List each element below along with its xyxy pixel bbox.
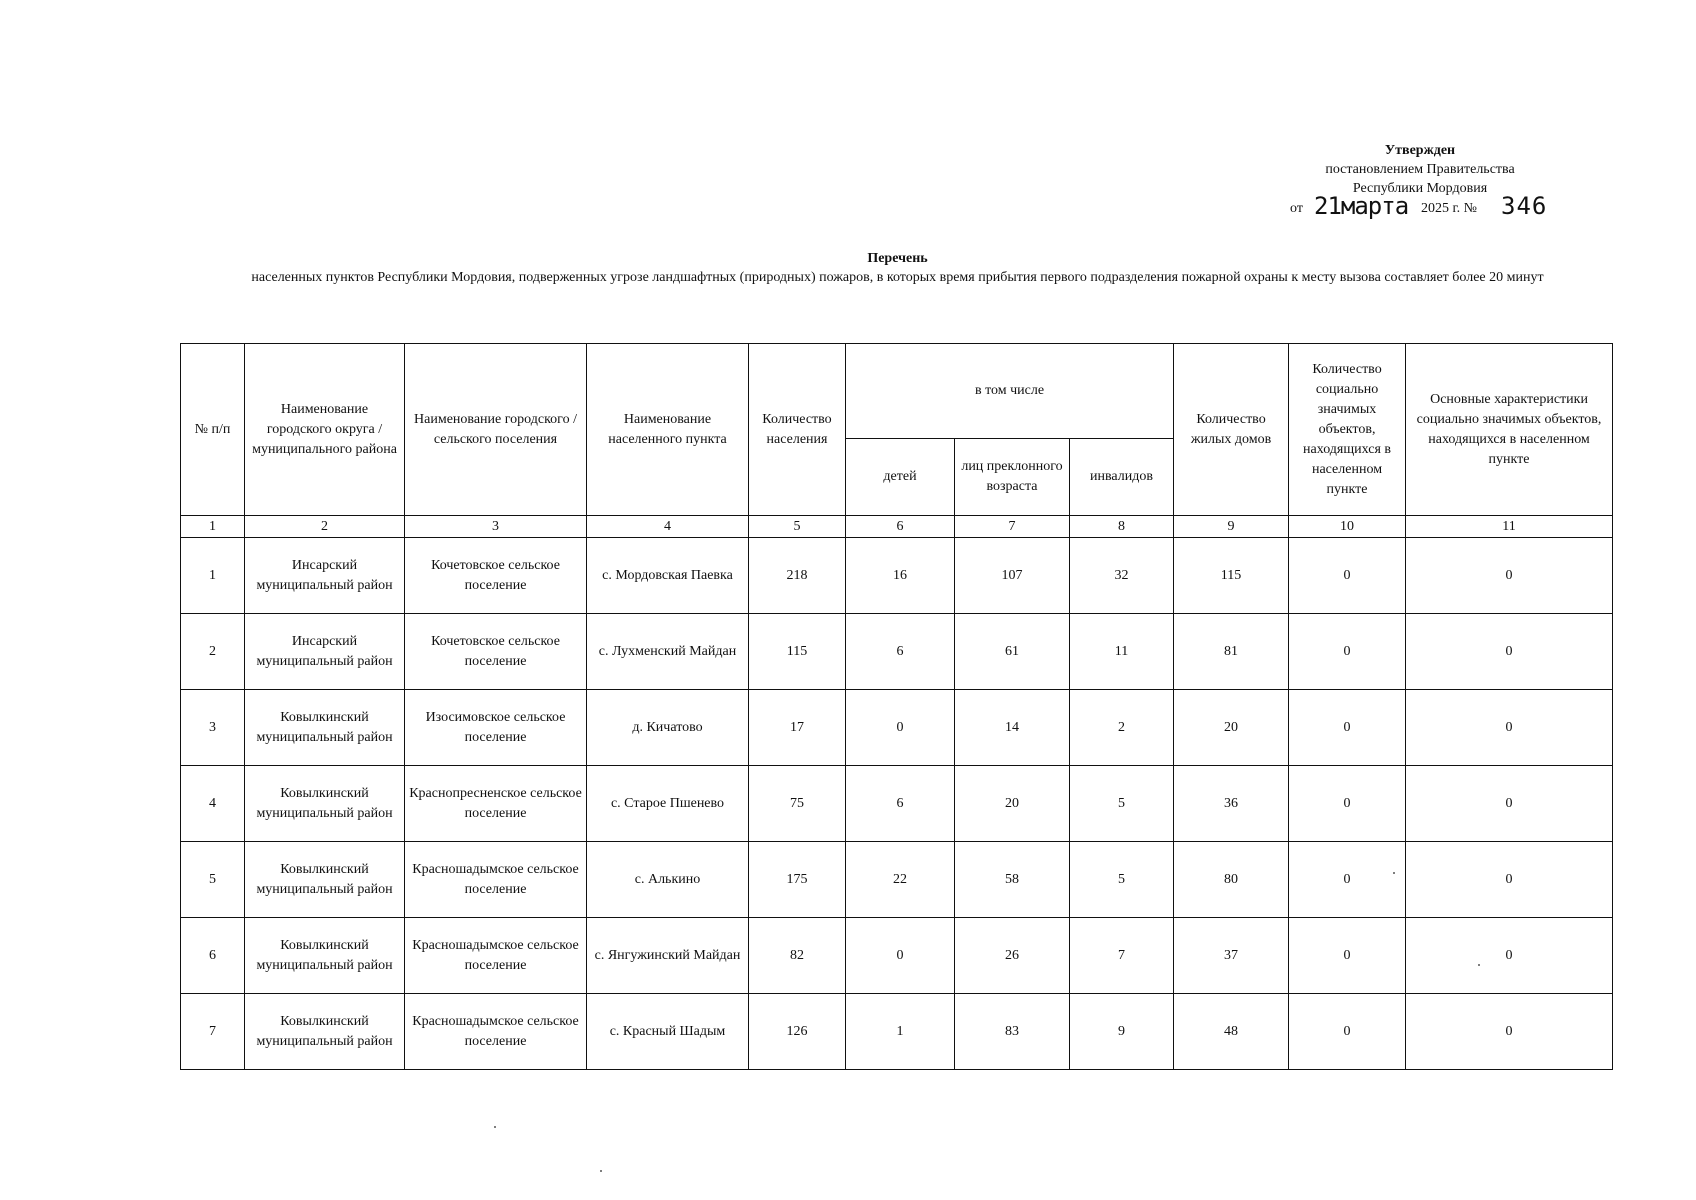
cell-district: Ковылкинский муниципальный район: [245, 918, 405, 994]
cell-disabled: 2: [1070, 690, 1174, 766]
cell-num: 2: [181, 614, 245, 690]
header-houses: Количество жилых домов: [1174, 344, 1289, 516]
decree-number: 346: [1501, 192, 1548, 220]
cell-num: 4: [181, 766, 245, 842]
cell-social-characteristics: 0: [1406, 614, 1613, 690]
cell-children: 22: [846, 842, 955, 918]
cell-social-characteristics: 0: [1406, 994, 1613, 1070]
cell-population: 218: [749, 538, 846, 614]
cell-disabled: 9: [1070, 994, 1174, 1070]
cell-children: 0: [846, 690, 955, 766]
column-number: 6: [846, 516, 955, 538]
decree-year: 2025 г. №: [1421, 201, 1478, 216]
cell-district: Ковылкинский муниципальный район: [245, 690, 405, 766]
cell-elderly: 83: [955, 994, 1070, 1070]
approval-line-2: Республики Мордовия: [1352, 181, 1488, 196]
document-title: Перечень: [867, 251, 928, 266]
column-number: 2: [245, 516, 405, 538]
header-district: Наименование городского округа / муниципального района: [245, 344, 405, 516]
document-heading: [185, 249, 1610, 287]
header-social-characteristics: Основные характеристики социально значимых объектов, находящихся в населенном пункте: [1406, 344, 1613, 516]
cell-social-characteristics: 0: [1406, 690, 1613, 766]
cell-social-characteristics: 0: [1406, 538, 1613, 614]
cell-houses: 48: [1174, 994, 1289, 1070]
cell-disabled: 32: [1070, 538, 1174, 614]
cell-population: 175: [749, 842, 846, 918]
decree-from-label: от: [1290, 201, 1303, 216]
cell-disabled: 7: [1070, 918, 1174, 994]
cell-population: 75: [749, 766, 846, 842]
cell-social-count: 0: [1289, 766, 1406, 842]
cell-social-count: 0: [1289, 690, 1406, 766]
cell-settlement: Красношадымское сельское поселение: [405, 994, 587, 1070]
cell-houses: 20: [1174, 690, 1289, 766]
cell-elderly: 20: [955, 766, 1070, 842]
cell-elderly: 61: [955, 614, 1070, 690]
cell-population: 82: [749, 918, 846, 994]
cell-children: 0: [846, 918, 955, 994]
header-population: Количество населения: [749, 344, 846, 516]
header-social-count: Количество социально значимых объектов, находящихся в населенном пункте: [1289, 344, 1406, 516]
column-number: 1: [181, 516, 245, 538]
column-number: 9: [1174, 516, 1289, 538]
header-num: № п/п: [181, 344, 245, 516]
column-number-row: [181, 516, 1613, 538]
cell-num: 5: [181, 842, 245, 918]
cell-settlement: Красношадымское сельское поселение: [405, 918, 587, 994]
column-number: 4: [587, 516, 749, 538]
header-including: в том числе: [846, 344, 1174, 439]
column-number: 5: [749, 516, 846, 538]
cell-houses: 80: [1174, 842, 1289, 918]
cell-num: 3: [181, 690, 245, 766]
cell-locality: с. Красный Шадым: [587, 994, 749, 1070]
header-settlement: Наименование городского / сельского поселения: [405, 344, 587, 516]
cell-social-count: 0: [1289, 538, 1406, 614]
cell-children: 6: [846, 766, 955, 842]
cell-elderly: 58: [955, 842, 1070, 918]
cell-population: 17: [749, 690, 846, 766]
scan-artifact: [1393, 872, 1395, 874]
table-row: [181, 614, 1613, 690]
column-number: 7: [955, 516, 1070, 538]
cell-social-count: 0: [1289, 918, 1406, 994]
cell-locality: с. Алькино: [587, 842, 749, 918]
cell-disabled: 11: [1070, 614, 1174, 690]
scan-artifact: [494, 1126, 496, 1128]
cell-elderly: 26: [955, 918, 1070, 994]
cell-settlement: Красношадымское сельское поселение: [405, 842, 587, 918]
cell-social-characteristics: 0: [1406, 842, 1613, 918]
cell-population: 115: [749, 614, 846, 690]
header-children: детей: [846, 439, 955, 516]
cell-social-count: 0: [1289, 614, 1406, 690]
scan-artifact: [600, 1170, 602, 1172]
approval-stamp: [1270, 141, 1570, 218]
cell-district: Инсарский муниципальный район: [245, 614, 405, 690]
table-row: [181, 538, 1613, 614]
scan-artifact: [1478, 964, 1480, 966]
cell-settlement: Изосимовское сельское поселение: [405, 690, 587, 766]
cell-social-characteristics: 0: [1406, 918, 1613, 994]
localities-table: [180, 343, 1613, 1070]
cell-num: 6: [181, 918, 245, 994]
cell-elderly: 14: [955, 690, 1070, 766]
column-number: 8: [1070, 516, 1174, 538]
cell-settlement: Кочетовское сельское поселение: [405, 538, 587, 614]
cell-locality: д. Кичатово: [587, 690, 749, 766]
cell-children: 6: [846, 614, 955, 690]
approval-title: Утвержден: [1384, 143, 1456, 158]
header-disabled: инвалидов: [1070, 439, 1174, 516]
cell-houses: 81: [1174, 614, 1289, 690]
document-subtitle: населенных пунктов Республики Мордовия, подверженных угрозе ландшафтных (природных) пожаров, в которых время прибытия первого подразделения пожарной охраны к месту вызова составляет более 20 минут: [251, 270, 1544, 285]
cell-elderly: 107: [955, 538, 1070, 614]
header-row: [181, 344, 1613, 439]
column-number: 10: [1289, 516, 1406, 538]
cell-locality: с. Лухменский Майдан: [587, 614, 749, 690]
cell-social-count: 0: [1289, 842, 1406, 918]
cell-houses: 37: [1174, 918, 1289, 994]
cell-houses: 115: [1174, 538, 1289, 614]
cell-children: 1: [846, 994, 955, 1070]
cell-disabled: 5: [1070, 842, 1174, 918]
table-row: [181, 766, 1613, 842]
table-row: [181, 690, 1613, 766]
cell-settlement: Кочетовское сельское поселение: [405, 614, 587, 690]
cell-locality: с. Мордовская Паевка: [587, 538, 749, 614]
cell-disabled: 5: [1070, 766, 1174, 842]
table-row: [181, 842, 1613, 918]
cell-houses: 36: [1174, 766, 1289, 842]
column-number: 11: [1406, 516, 1613, 538]
approval-line-1: постановлением Правительства: [1325, 162, 1515, 177]
decree-date: 21марта: [1314, 192, 1409, 220]
cell-district: Ковылкинский муниципальный район: [245, 994, 405, 1070]
cell-district: Инсарский муниципальный район: [245, 538, 405, 614]
decree-line: [1270, 192, 1570, 220]
cell-social-characteristics: 0: [1406, 766, 1613, 842]
cell-num: 1: [181, 538, 245, 614]
cell-settlement: Краснопресненское сельское поселение: [405, 766, 587, 842]
cell-num: 7: [181, 994, 245, 1070]
cell-children: 16: [846, 538, 955, 614]
table-row: [181, 918, 1613, 994]
cell-population: 126: [749, 994, 846, 1070]
cell-district: Ковылкинский муниципальный район: [245, 842, 405, 918]
header-elderly: лиц преклонного возраста: [955, 439, 1070, 516]
column-number: 3: [405, 516, 587, 538]
cell-locality: с. Янгужинский Майдан: [587, 918, 749, 994]
cell-locality: с. Старое Пшенево: [587, 766, 749, 842]
cell-social-count: 0: [1289, 994, 1406, 1070]
header-locality: Наименование населенного пункта: [587, 344, 749, 516]
cell-district: Ковылкинский муниципальный район: [245, 766, 405, 842]
table-row: [181, 994, 1613, 1070]
